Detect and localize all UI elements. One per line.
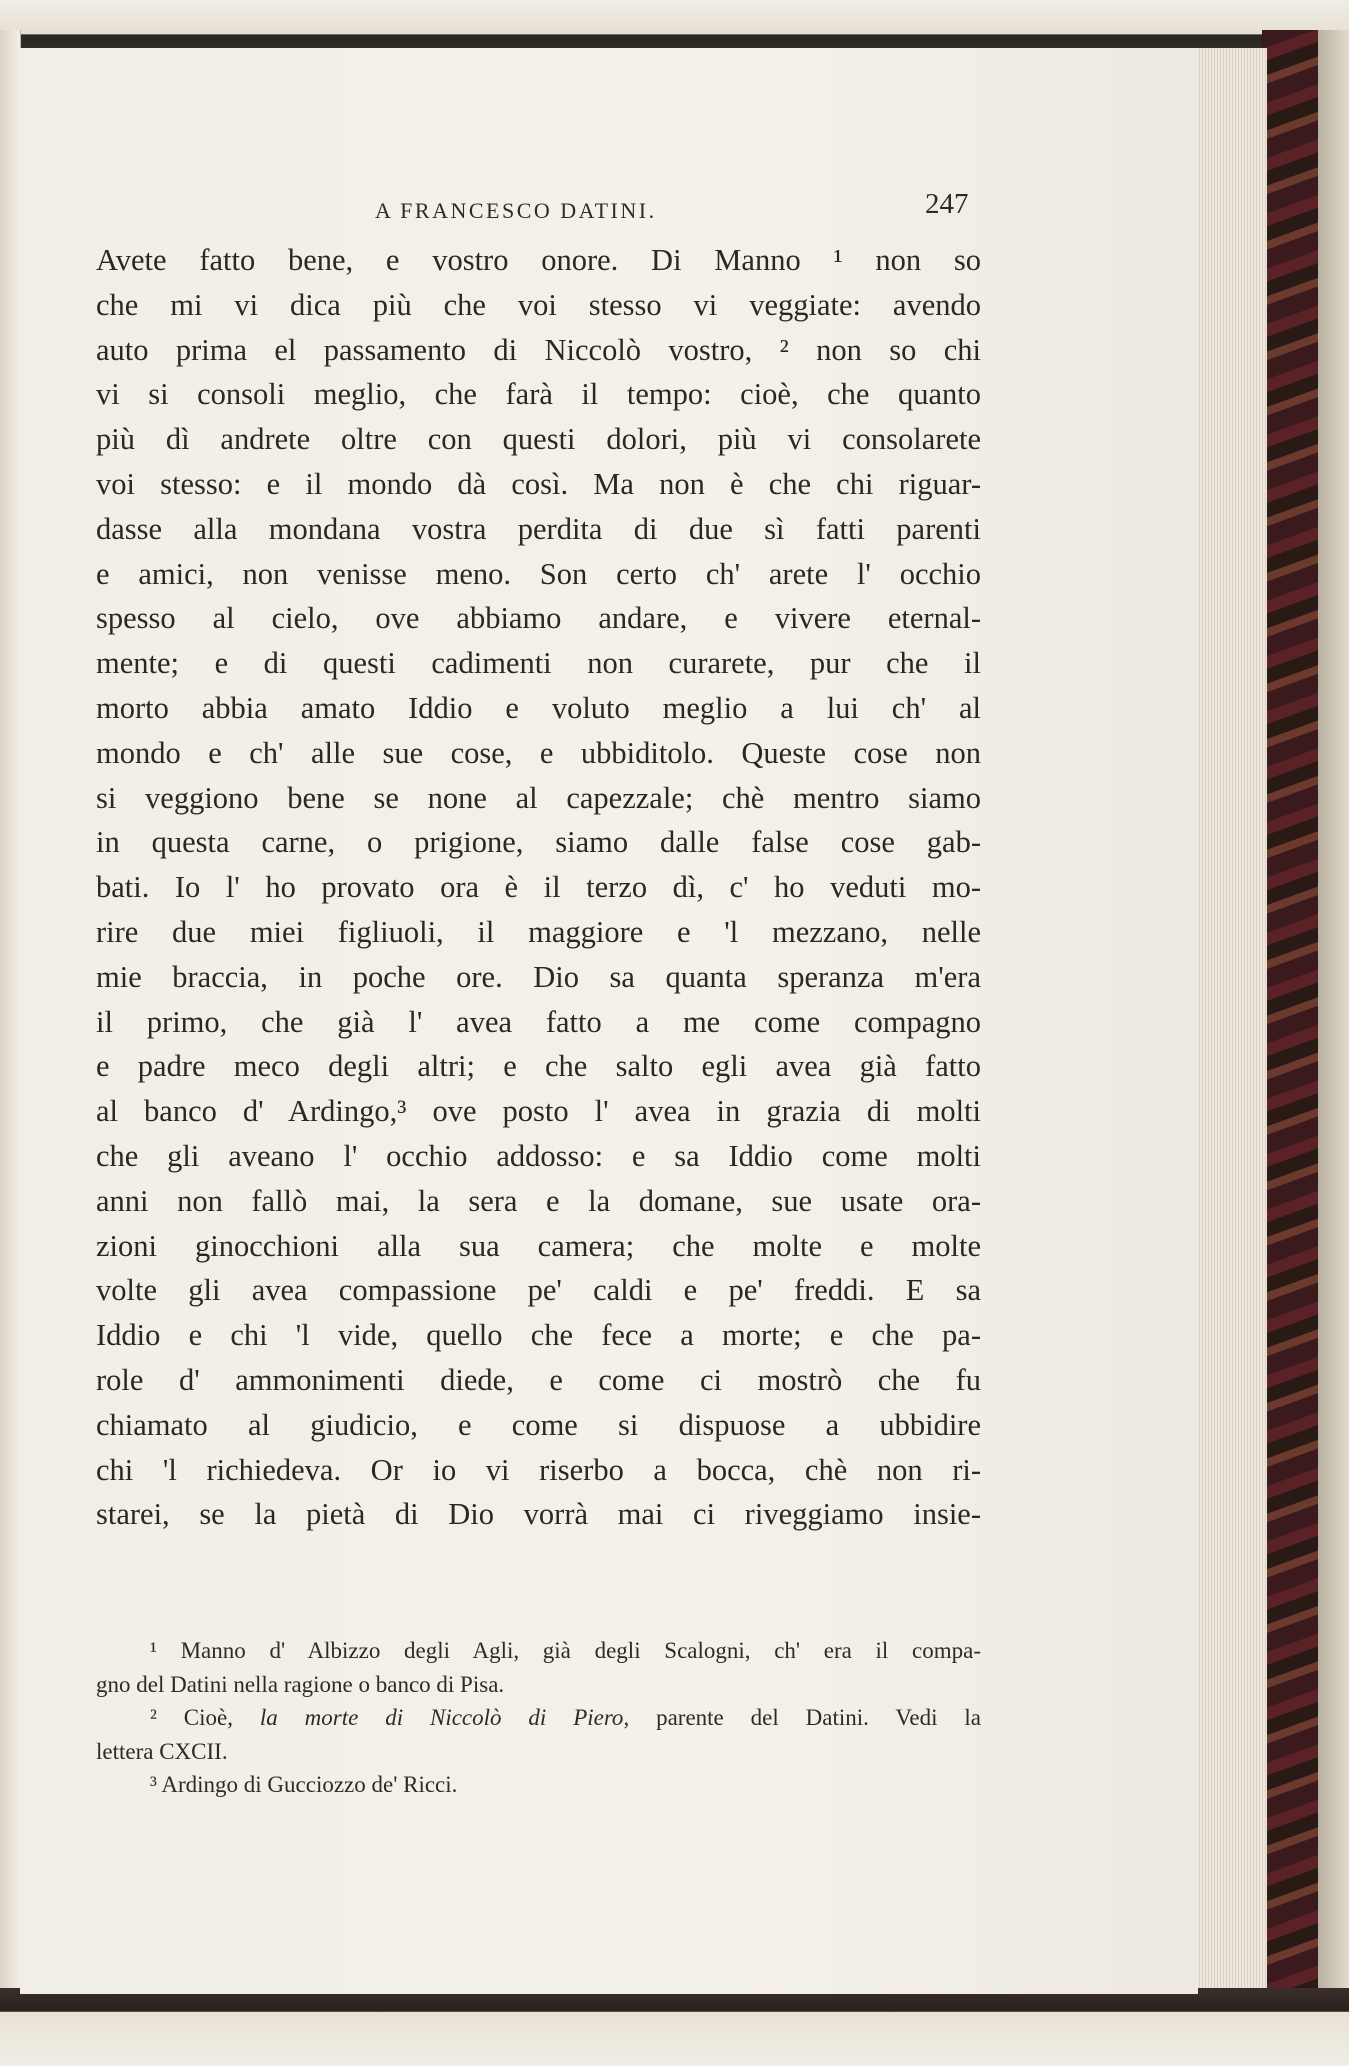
text-line: in questa carne, o prigione, siamo dalle false cose gab- bbox=[96, 825, 981, 860]
text-line: starei, se la pietà di Dio vorrà mai ci riveggiamo insie- bbox=[96, 1497, 981, 1532]
text-line: Avete fatto bene, e vostro onore. Di Manno ¹ non so bbox=[96, 243, 981, 277]
footnote-2-line bbox=[96, 1701, 981, 1735]
text-line: voi stesso: e il mondo dà così. Ma non è che chi riguar- bbox=[96, 466, 981, 501]
footnote-3-line: ³ Ardingo di Gucciozzo de' Ricci. bbox=[150, 1772, 458, 1797]
footnote-1-line: gno del Datini nella ragione o banco di Pisa. bbox=[96, 1671, 505, 1697]
text-line: e amici, non venisse meno. Son certo ch' arete l' occhio bbox=[96, 556, 981, 591]
text-line: auto prima el passamento di Niccolò vostro, ² non so chi bbox=[96, 332, 981, 367]
page-fore-edge bbox=[1196, 48, 1267, 1994]
facing-page-edge bbox=[0, 30, 21, 2000]
text-line: e padre meco degli altri; e che salto egli avea già fatto bbox=[96, 1049, 981, 1084]
text-line: bati. Io l' ho provato ora è il terzo dì, c' ho veduti mo- bbox=[96, 870, 981, 905]
text-line: chi 'l richiedeva. Or io vi riserbo a bocca, chè non ri- bbox=[96, 1452, 981, 1487]
text-line: vi si consoli meglio, che farà il tempo: cioè, che quanto bbox=[96, 377, 981, 412]
binding-edge bbox=[1318, 30, 1349, 2005]
text-line: si veggiono bene se none al capezzale; chè mentro siamo bbox=[96, 780, 981, 815]
text-line: Iddio e chi 'l vide, quello che fece a morte; e che pa- bbox=[96, 1318, 981, 1353]
text-line: che gli aveano l' occhio addosso: e sa Iddio come molti bbox=[96, 1138, 981, 1173]
text-line: mie braccia, in poche ore. Dio sa quanta speranza m'era bbox=[96, 959, 981, 994]
footnotes bbox=[96, 1634, 981, 1802]
book-cover-bottom bbox=[0, 1988, 1349, 2066]
book-page bbox=[20, 48, 1198, 1994]
text-line: che mi vi dica più che voi stesso vi veggiate: avendo bbox=[96, 287, 981, 322]
text-line: anni non fallò mai, la sera e la domane, sue usate ora- bbox=[96, 1183, 981, 1218]
footnote-2-prefix: ² Cioè, bbox=[150, 1705, 260, 1730]
text-line: mondo e ch' alle sue cose, e ubbiditolo. Queste cose non bbox=[96, 735, 981, 770]
footnote-2-italic: la morte di Niccolò di Piero bbox=[259, 1705, 624, 1730]
text-line: mente; e di questi cadimenti non curarete, pur che il bbox=[96, 646, 981, 681]
text-line: dasse alla mondana vostra perdita di due sì fatti parenti bbox=[96, 511, 981, 546]
text-line: rire due miei figliuoli, il maggiore e 'l mezzano, nelle bbox=[96, 914, 981, 949]
text-line: il primo, che già l' avea fatto a me come compagno bbox=[96, 1004, 981, 1039]
footnote-2-line: lettera CXCII. bbox=[96, 1738, 228, 1764]
text-line: al banco d' Ardingo,³ ove posto l' avea in grazia di molti bbox=[96, 1094, 981, 1129]
footnote-2-suffix: , parente del Datini. Vedi la bbox=[623, 1705, 981, 1730]
text-line: chiamato al giudicio, e come si dispuose a ubbidire bbox=[96, 1407, 981, 1442]
body-text bbox=[96, 238, 981, 1537]
text-line: più dì andrete oltre con questi dolori, più vi consolarete bbox=[96, 422, 981, 457]
text-line: spesso al cielo, ove abbiamo andare, e vivere eternal- bbox=[96, 601, 981, 636]
text-line: volte gli avea compassione pe' caldi e pe' freddi. E sa bbox=[96, 1273, 981, 1308]
running-head: A FRANCESCO DATINI. bbox=[375, 198, 657, 223]
text-line: role d' ammonimenti diede, e come ci mostrò che fu bbox=[96, 1362, 981, 1397]
footnote-1-line: ¹ Manno d' Albizzo degli Agli, già degli Scalogni, ch' era il compa- bbox=[150, 1638, 981, 1663]
text-line: zioni ginocchioni alla sua camera; che molte e molte bbox=[96, 1228, 981, 1263]
page-number: 247 bbox=[925, 188, 969, 220]
text-line: morto abbia amato Iddio e voluto meglio a lui ch' al bbox=[96, 690, 981, 725]
